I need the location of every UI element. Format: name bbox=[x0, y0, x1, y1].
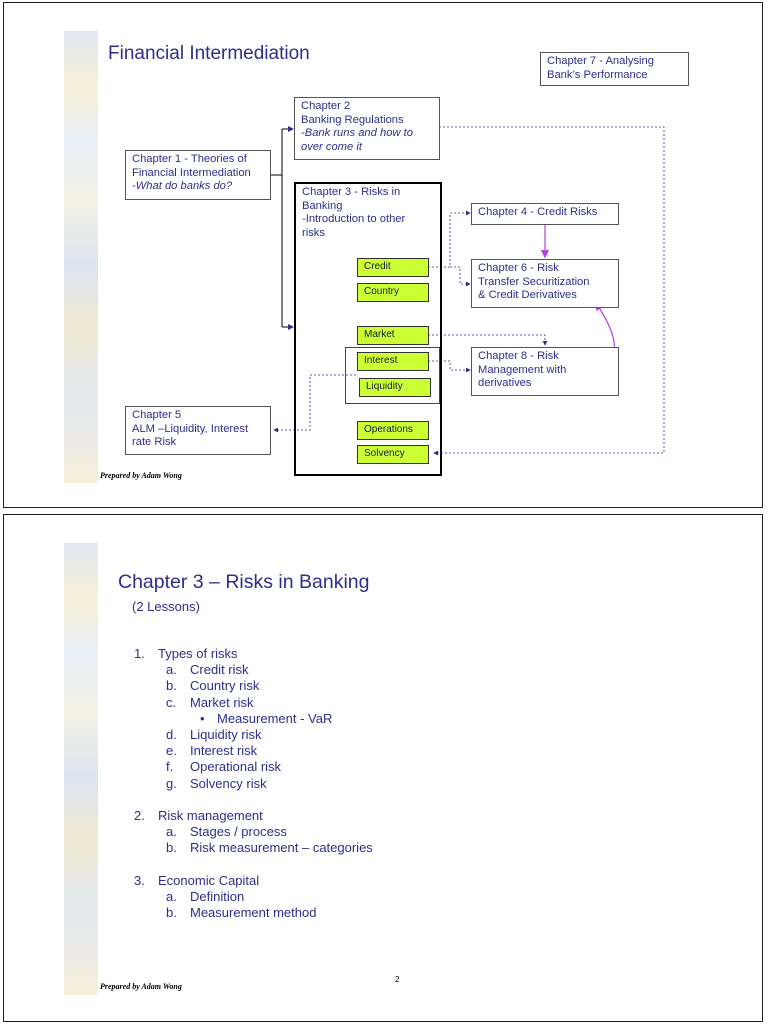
outline-item-label: Measurement - VaR bbox=[217, 710, 333, 726]
prepared-by-credit: Prepared by Adam Wong bbox=[100, 471, 182, 480]
risk-operations: Operations bbox=[357, 421, 429, 440]
outline-section-number: 1. bbox=[134, 646, 145, 661]
chapter3-line3: -Introduction to other bbox=[302, 213, 406, 225]
outline-item-marker: b. bbox=[166, 840, 177, 856]
outline-item-marker: b. bbox=[166, 678, 177, 694]
slide-subtitle: (2 Lessons) bbox=[132, 599, 200, 614]
chapter8-line1: Chapter 8 - Risk bbox=[478, 350, 559, 362]
risk-country: Country bbox=[357, 283, 429, 302]
chapter1-box bbox=[125, 150, 271, 200]
chapter6-line2: Transfer Securitization bbox=[478, 275, 590, 288]
chapter4-label: Chapter 4 - Credit Risks bbox=[478, 206, 598, 218]
chapter7-box bbox=[540, 52, 689, 86]
slide-financial-intermediation bbox=[3, 2, 763, 508]
outline-item-label: Solvency risk bbox=[190, 775, 267, 791]
chapter2-line2: Banking Regulations bbox=[301, 113, 404, 126]
prepared-by-credit: Prepared by Adam Wong bbox=[100, 982, 182, 991]
chapter3-line2: Banking bbox=[302, 199, 343, 212]
page-number: 2 bbox=[395, 975, 400, 984]
slide-chapter3-outline bbox=[3, 514, 763, 1022]
outline-item-marker: f. bbox=[166, 759, 174, 775]
risk-market: Market bbox=[357, 326, 429, 345]
chapter3-line1: Chapter 3 - Risks in bbox=[302, 186, 401, 198]
outline-item-marker: a. bbox=[166, 889, 177, 904]
outline-section-label: Types of risks bbox=[158, 646, 238, 661]
outline-section-label: Risk management bbox=[158, 808, 263, 823]
outline-item-label: Stages / process bbox=[190, 824, 287, 840]
chapter1-line1: Chapter 1 - Theories of bbox=[132, 153, 247, 165]
outline-section-number: 2. bbox=[134, 808, 145, 823]
outline-item-marker: c. bbox=[166, 694, 177, 710]
outline-item-label: Country risk bbox=[190, 678, 260, 694]
risk-liquidity: Liquidity bbox=[359, 378, 431, 397]
chapter3-line4: risks bbox=[302, 226, 325, 239]
chapter7-line2: Bank’s Performance bbox=[547, 68, 648, 81]
chapter1-italic1: -What do banks do? bbox=[132, 180, 233, 192]
chapter8-line2: Management with bbox=[478, 363, 567, 376]
chapter5-box bbox=[125, 406, 271, 455]
chapter6-box bbox=[471, 259, 619, 308]
chapter4-box bbox=[471, 203, 619, 225]
outline-item-label: Definition bbox=[190, 889, 245, 904]
outline-item-label: Measurement method bbox=[190, 905, 317, 921]
chapter2-italic1: -Bank runs and how to bbox=[301, 127, 413, 139]
chapter8-box bbox=[471, 347, 619, 396]
outline-item-label: Operational risk bbox=[190, 759, 282, 775]
chapter2-line1: Chapter 2 bbox=[301, 100, 351, 112]
outline-item-marker: b. bbox=[166, 905, 177, 921]
chapter7-line1: Chapter 7 - Analysing bbox=[547, 55, 654, 67]
risk-solvency: Solvency bbox=[357, 445, 429, 464]
slide-title: Chapter 3 – Risks in Banking bbox=[118, 571, 370, 593]
slide-title: Financial Intermediation bbox=[108, 43, 310, 64]
outline-item-marker: a. bbox=[166, 824, 177, 840]
outline-item-marker: d. bbox=[166, 727, 177, 742]
outline-list bbox=[4, 515, 762, 1021]
outline-item-label: Interest risk bbox=[190, 743, 258, 759]
chapter5-line3: rate Risk bbox=[132, 436, 177, 448]
outline-item-marker: a. bbox=[166, 662, 177, 678]
chapter6-line1: Chapter 6 - Risk bbox=[478, 262, 559, 274]
risk-credit: Credit bbox=[357, 258, 429, 277]
outline-item-marker: g. bbox=[166, 775, 177, 791]
chapter2-box bbox=[294, 97, 440, 160]
chapter5-line2: ALM –Liquidity, Interest bbox=[132, 422, 249, 435]
chapter5-line1: Chapter 5 bbox=[132, 409, 182, 421]
chapter1-line2: Financial Intermediation bbox=[132, 166, 251, 179]
chapter6-line3: & Credit Derivatives bbox=[478, 289, 577, 301]
outline-item-label: Liquidity risk bbox=[190, 727, 262, 742]
chapter3-heading bbox=[296, 184, 436, 244]
outline-section-number: 3. bbox=[134, 872, 145, 888]
risk-interest: Interest bbox=[357, 352, 429, 371]
outline-item-marker: • bbox=[200, 710, 205, 726]
chapter2-italic2: over come it bbox=[301, 140, 362, 153]
outline-item-label: Market risk bbox=[190, 694, 254, 710]
outline-item-marker: e. bbox=[166, 743, 177, 759]
outline-item-label: Credit risk bbox=[190, 662, 249, 678]
outline-item-label: Risk measurement – categories bbox=[190, 840, 373, 856]
outline-section-label: Economic Capital bbox=[158, 872, 260, 888]
chapter8-line3: derivatives bbox=[478, 377, 532, 389]
